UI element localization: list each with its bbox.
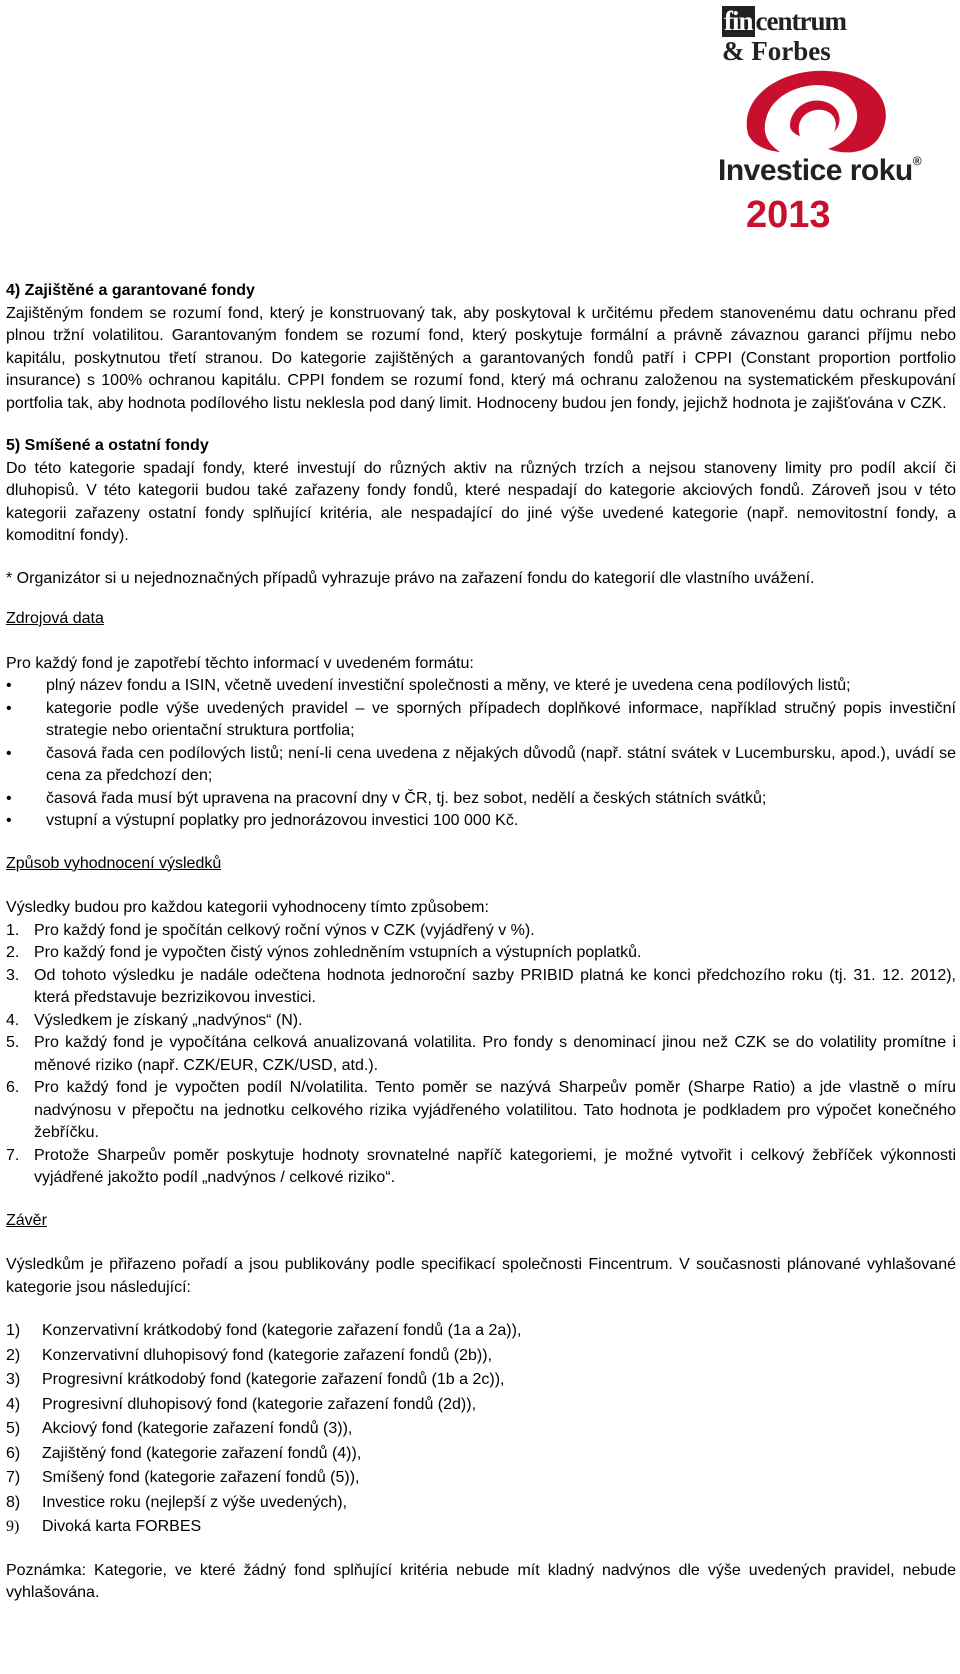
- logo-year: 2013: [746, 194, 831, 236]
- logo-swirl-icon: [728, 64, 898, 156]
- source-data-intro: Pro každý fond je zapotřebí těchto informací v uvedeném formátu:: [6, 654, 474, 672]
- list-item: • časová řada cen podílových listů; není-li cena uvedena z nějakých důvodů (např. státní svátek v Lucembursku, apod.), uvádí se cena za předchozí den;: [6, 743, 956, 788]
- list-item: 3) Progresivní krátkodobý fond (kategorie zařazení fondů (1b a 2c)),: [6, 1371, 505, 1388]
- list-item: 4) Progresivní dluhopisový fond (kategorie zařazení fondů (2d)),: [6, 1395, 477, 1413]
- list-item: 1. Pro každý fond je spočítán celkový roční výnos v CZK (vyjádřený v %).: [6, 921, 535, 939]
- logo-investice-roku-text: Investice roku®: [718, 154, 922, 187]
- evaluation-heading: Způsob vyhodnocení výsledků: [6, 854, 222, 872]
- list-item: 1) Konzervativní krátkodobý fond (kategorie zařazení fondů (1a a 2a)),: [6, 1322, 522, 1339]
- conclusion-heading: Závěr: [6, 1211, 47, 1229]
- conclusion-intro: Výsledkům je přiřazeno pořadí a jsou publikovány podle specifikací společnosti Fincentrum. V současnosti plánované vyhlašované kategorie jsou následující:: [6, 1256, 956, 1296]
- list-item: • časová řada musí být upravena na pracovní dny v ČR, tj. bez sobot, nedělí a českých státních svátků;: [6, 788, 956, 811]
- section-4-heading: 4) Zajištěné a garantované fondy: [6, 282, 255, 299]
- list-item: 2) Konzervativní dluhopisový fond (kategorie zařazení fondů (2b)),: [6, 1346, 493, 1364]
- section-5-text: Do této kategorie spadají fondy, které investují do různých aktiv na různých trzích a nejsou stanoveny limity pro podíl akcií či dluhopisů. V této kategorii budou také zařazeny fondy fondů, které nespadají do kategorie akciových fondů. Zároveň jsou v této kategorii zařazeny ostatní fondy splňující kritéria, ale nespadající do jiné výše uvedené kategorie (např. nemovitostní fondy, a komoditní fondy).: [6, 459, 956, 544]
- section-5-heading: 5) Smíšené a ostatní fondy: [6, 437, 209, 454]
- document-body: [6, 280, 956, 1605]
- list-item: • vstupní a výstupní poplatky pro jednorázovou investici 100 000 Kč.: [6, 810, 956, 833]
- conclusion-note: Poznámka: Kategorie, ve které žádný fond splňující kritéria nebude mít kladný nadvýnos dle výše uvedených pravidel, nebude vyhlašována.: [6, 1561, 956, 1601]
- list-item: 5) Akciový fond (kategorie zařazení fondů (3)),: [6, 1420, 353, 1437]
- logo-forbes-text: & Forbes: [722, 36, 831, 66]
- source-data-heading: Zdrojová data: [6, 610, 104, 627]
- list-item: 8) Investice roku (nejlepší z výše uvedených),: [6, 1493, 348, 1511]
- list-item: 7) Smíšený fond (kategorie zařazení fondů (5)),: [6, 1469, 360, 1486]
- list-item: • plný název fondu a ISIN, včetně uvedení investiční společnosti a měny, ve které je uvedena cena podílových listů;: [6, 675, 956, 698]
- organizer-note: * Organizátor si u nejednoznačných případů vyhrazuje právo na zařazení fondu do kategorií dle vlastního uvážení.: [6, 569, 815, 587]
- list-item: 6. Pro každý fond je vypočten podíl N/volatilita. Tento poměr se nazývá Sharpeův poměr (Sharpe Ratio) a jde vlastně o míru nadvýnosu v přepočtu na jednotku celkového rizika vyjádřeného volatilitou. Tato hodnota je podkladem pro výpočet konečného žebříčku.: [6, 1079, 956, 1141]
- evaluation-intro: Výsledky budou pro každou kategorii vyhodnoceny tímto způsobem:: [6, 899, 489, 916]
- list-item: 7. Protože Sharpeův poměr poskytuje hodnoty srovnatelné napříč kategoriemi, je možné vytvořit i celkový žebříček výkonnosti vyjádřené jakožto podíl „nadvýnos / celkové riziko“.: [6, 1146, 956, 1186]
- list-item: • kategorie podle výše uvedených pravidel – ve sporných případech doplňkové informace, například stručný popis investiční strategie nebo orientační struktura portfolia;: [6, 698, 956, 743]
- fincentrum-forbes-logo: [718, 4, 922, 240]
- evaluation-list: [6, 920, 956, 1190]
- list-item: 5. Pro každý fond je vypočítána celková anualizovaná volatilita. Pro fondy s denominací jinou než CZK se do volatility promítne i měnové riziko (např. CZK/EUR, CZK/USD, atd.).: [6, 1034, 956, 1074]
- list-item: 9) Divoká karta FORBES: [6, 1518, 202, 1535]
- categories-list: [6, 1319, 956, 1540]
- logo-fincentrum-text: fin centrum: [724, 6, 846, 36]
- source-data-list: [6, 675, 956, 833]
- list-item: 3. Od tohoto výsledku je nadále odečtena hodnota jednoroční sazby PRIBID platná ke konci předchozího roku (tj. 31. 12. 2012), která představuje bezrizikovou investici.: [6, 966, 956, 1006]
- list-item: 6) Zajištěný fond (kategorie zařazení fondů (4)),: [6, 1444, 362, 1462]
- list-item: 4. Výsledkem je získaný „nadvýnos“ (N).: [6, 1011, 303, 1029]
- section-4-text: Zajištěným fondem se rozumí fond, který je konstruovaný tak, aby poskytoval k určitému předem stanovenému datu ochranu před plnou tržní volatilitou. Garantovaným fondem se rozumí fond, který poskytuje formální a právně závaznou garanci příjmu nebo kapitálu, poskytnutou třetí stranou. Do kategorie zajištěných a garantovaných fondů patří i CPPI (Constant proportion portfolio insurance) s 100% ochranou kapitálu. CPPI fondem se rozumí fond, který má ochranu založenou na systematickém přeskupování portfolia tak, aby hodnota podílového listu neklesla pod daný limit. Hodnoceny budou jen fondy, jejichž hodnota je zajišťována v CZK.: [6, 304, 956, 412]
- list-item: 2. Pro každý fond je vypočten čistý výnos zohledněním vstupních a výstupních poplatků.: [6, 944, 642, 961]
